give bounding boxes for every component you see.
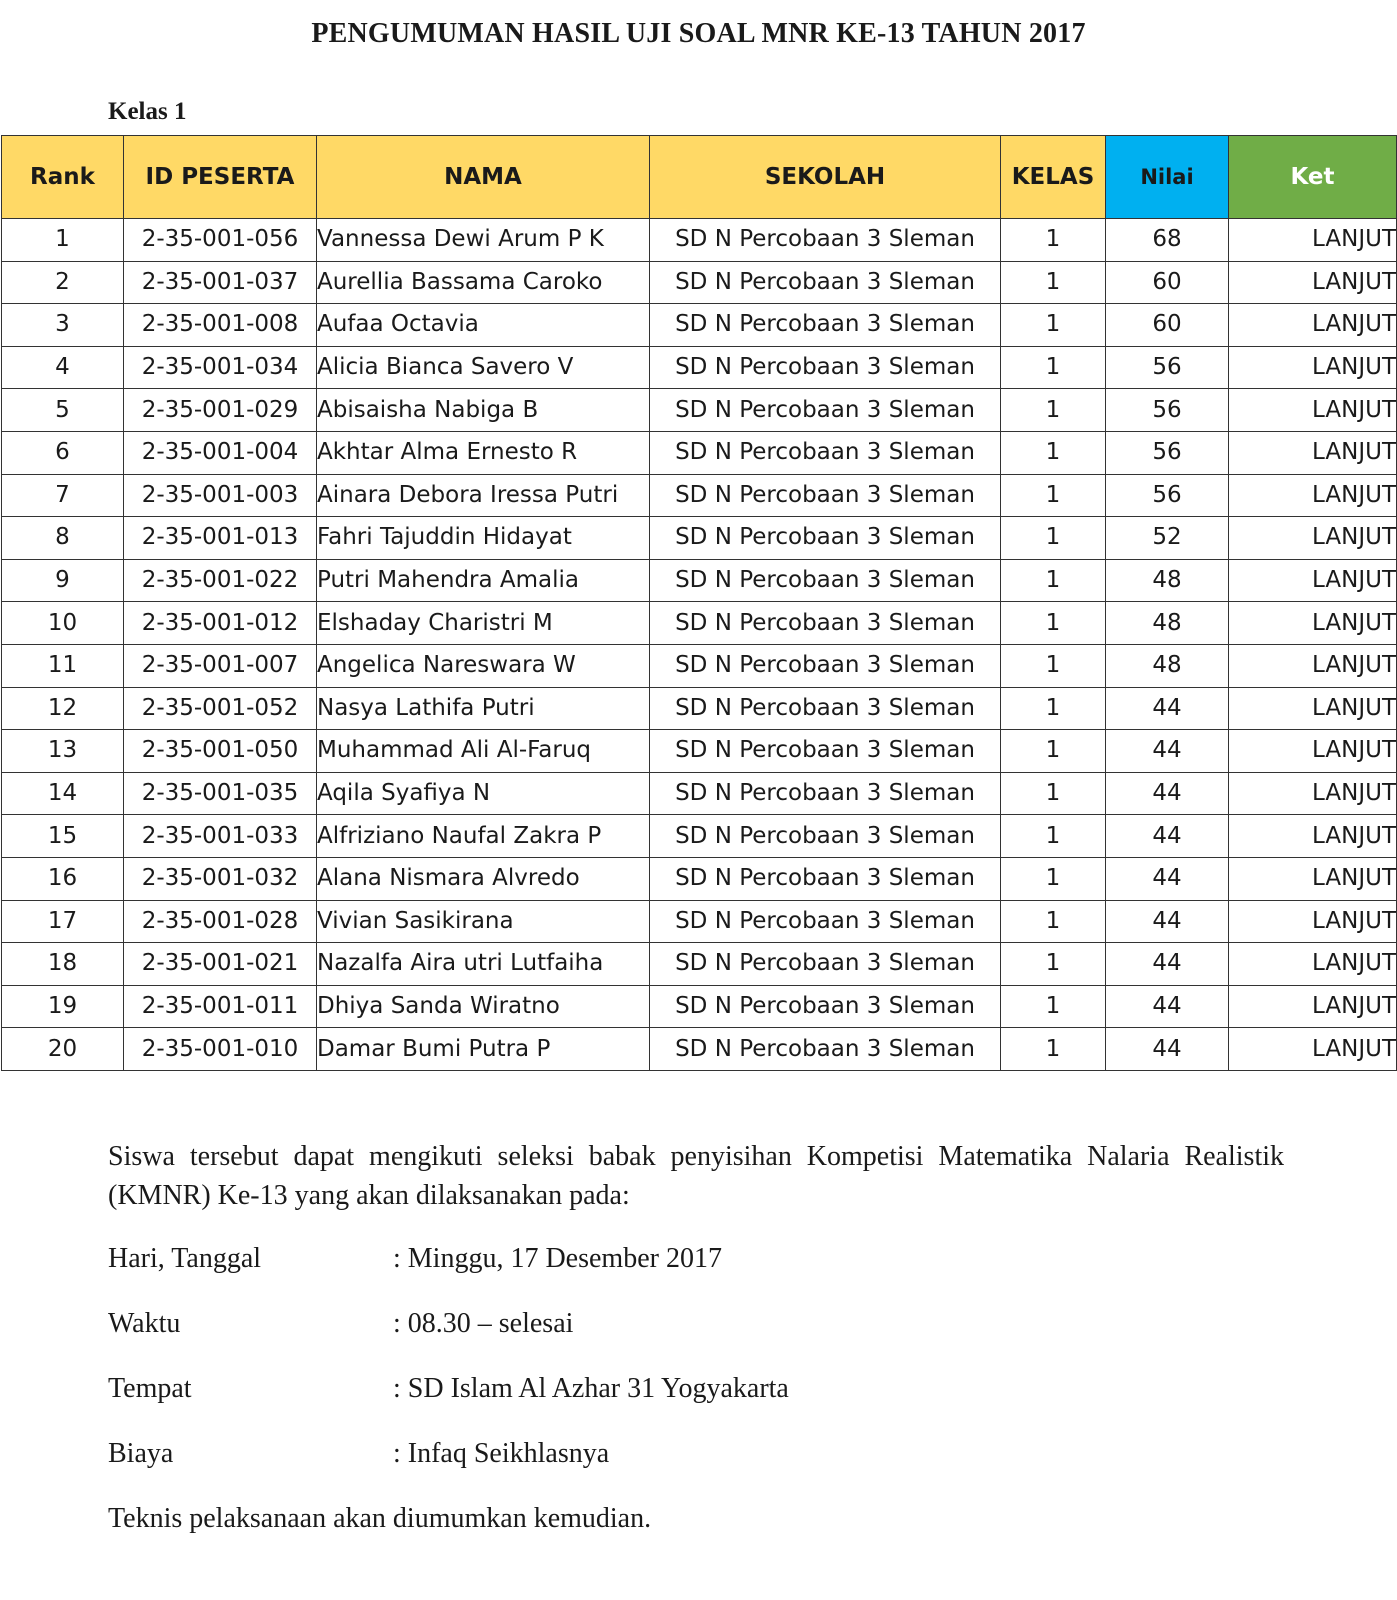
cell-id-peserta: 2-35-001-011 xyxy=(124,985,317,1028)
cell-nama: Alana Nismara Alvredo xyxy=(317,857,650,900)
cell-rank: 1 xyxy=(2,219,124,262)
cell-nama: Alfriziano Naufal Zakra P xyxy=(317,815,650,858)
cell-kelas: 1 xyxy=(1001,644,1106,687)
cell-sekolah: SD N Percobaan 3 Sleman xyxy=(650,985,1001,1028)
cell-nama: Akhtar Alma Ernesto R xyxy=(317,431,650,474)
cell-nilai: 44 xyxy=(1106,985,1229,1028)
detail-value: : Infaq Seikhlasnya xyxy=(393,1438,610,1469)
cell-id-peserta: 2-35-001-028 xyxy=(124,900,317,943)
table-row xyxy=(2,346,1397,389)
cell-nama: Abisaisha Nabiga B xyxy=(317,389,650,432)
table-row xyxy=(2,602,1397,645)
table-row xyxy=(2,730,1397,773)
cell-nilai: 48 xyxy=(1106,602,1229,645)
table-row xyxy=(2,431,1397,474)
cell-kelas: 1 xyxy=(1001,304,1106,347)
cell-kelas: 1 xyxy=(1001,431,1106,474)
detail-label: Waktu xyxy=(108,1308,181,1339)
detail-label: Hari, Tanggal xyxy=(108,1243,262,1274)
cell-nama: Angelica Nareswara W xyxy=(317,644,650,687)
cell-nama: Vannessa Dewi Arum P K xyxy=(317,219,650,262)
cell-rank: 4 xyxy=(2,346,124,389)
cell-nama: Aqila Syafiya N xyxy=(317,772,650,815)
cell-rank: 13 xyxy=(2,730,124,773)
detail-label: Biaya xyxy=(108,1438,174,1469)
table-row xyxy=(2,900,1397,943)
cell-nama: Nasya Lathifa Putri xyxy=(317,687,650,730)
cell-kelas: 1 xyxy=(1001,346,1106,389)
cell-sekolah: SD N Percobaan 3 Sleman xyxy=(650,304,1001,347)
cell-id-peserta: 2-35-001-013 xyxy=(124,517,317,560)
results-table xyxy=(1,135,1397,1071)
cell-nama: Damar Bumi Putra P xyxy=(317,1028,650,1071)
cell-nilai: 44 xyxy=(1106,943,1229,986)
cell-sekolah: SD N Percobaan 3 Sleman xyxy=(650,559,1001,602)
cell-ket: LANJUT xyxy=(1229,815,1397,858)
cell-rank: 11 xyxy=(2,644,124,687)
cell-sekolah: SD N Percobaan 3 Sleman xyxy=(650,730,1001,773)
cell-nilai: 48 xyxy=(1106,644,1229,687)
notice-paragraph: Siswa tersebut dapat mengikuti seleksi babak penyisihan Kompetisi Matematika Nalaria Realistik (KMNR) Ke-13 yang akan dilaksanakan pada: xyxy=(108,1141,1284,1211)
cell-rank: 14 xyxy=(2,772,124,815)
cell-nilai: 56 xyxy=(1106,346,1229,389)
header-sekolah: SEKOLAH xyxy=(650,136,1001,219)
cell-kelas: 1 xyxy=(1001,474,1106,517)
cell-kelas: 1 xyxy=(1001,517,1106,560)
cell-rank: 8 xyxy=(2,517,124,560)
cell-sekolah: SD N Percobaan 3 Sleman xyxy=(650,772,1001,815)
cell-sekolah: SD N Percobaan 3 Sleman xyxy=(650,219,1001,262)
cell-ket: LANJUT xyxy=(1229,943,1397,986)
cell-kelas: 1 xyxy=(1001,772,1106,815)
cell-sekolah: SD N Percobaan 3 Sleman xyxy=(650,474,1001,517)
class-label: Kelas 1 xyxy=(108,98,187,125)
cell-ket: LANJUT xyxy=(1229,389,1397,432)
cell-ket: LANJUT xyxy=(1229,730,1397,773)
cell-ket: LANJUT xyxy=(1229,219,1397,262)
cell-kelas: 1 xyxy=(1001,559,1106,602)
cell-nama: Alicia Bianca Savero V xyxy=(317,346,650,389)
cell-rank: 9 xyxy=(2,559,124,602)
table-row xyxy=(2,559,1397,602)
cell-ket: LANJUT xyxy=(1229,517,1397,560)
cell-sekolah: SD N Percobaan 3 Sleman xyxy=(650,602,1001,645)
cell-id-peserta: 2-35-001-010 xyxy=(124,1028,317,1071)
detail-value: : 08.30 – selesai xyxy=(393,1308,574,1339)
cell-rank: 16 xyxy=(2,857,124,900)
cell-ket: LANJUT xyxy=(1229,261,1397,304)
cell-sekolah: SD N Percobaan 3 Sleman xyxy=(650,1028,1001,1071)
cell-rank: 10 xyxy=(2,602,124,645)
cell-nama: Ainara Debora Iressa Putri xyxy=(317,474,650,517)
cell-kelas: 1 xyxy=(1001,602,1106,645)
cell-id-peserta: 2-35-001-012 xyxy=(124,602,317,645)
cell-id-peserta: 2-35-001-052 xyxy=(124,687,317,730)
header-id-peserta: ID PESERTA xyxy=(124,136,317,219)
table-row xyxy=(2,985,1397,1028)
table-row xyxy=(2,815,1397,858)
cell-ket: LANJUT xyxy=(1229,346,1397,389)
header-nilai: Nilai xyxy=(1106,136,1229,219)
cell-kelas: 1 xyxy=(1001,1028,1106,1071)
cell-nilai: 68 xyxy=(1106,219,1229,262)
results-body xyxy=(2,219,1397,1071)
cell-rank: 5 xyxy=(2,389,124,432)
cell-nama: Nazalfa Aira utri Lutfaiha xyxy=(317,943,650,986)
cell-nilai: 44 xyxy=(1106,900,1229,943)
cell-ket: LANJUT xyxy=(1229,431,1397,474)
table-row xyxy=(2,943,1397,986)
cell-kelas: 1 xyxy=(1001,389,1106,432)
cell-nilai: 56 xyxy=(1106,474,1229,517)
cell-nilai: 56 xyxy=(1106,389,1229,432)
cell-ket: LANJUT xyxy=(1229,857,1397,900)
cell-rank: 15 xyxy=(2,815,124,858)
cell-kelas: 1 xyxy=(1001,857,1106,900)
cell-sekolah: SD N Percobaan 3 Sleman xyxy=(650,431,1001,474)
cell-nilai: 56 xyxy=(1106,431,1229,474)
cell-sekolah: SD N Percobaan 3 Sleman xyxy=(650,644,1001,687)
cell-nilai: 44 xyxy=(1106,730,1229,773)
cell-sekolah: SD N Percobaan 3 Sleman xyxy=(650,517,1001,560)
cell-id-peserta: 2-35-001-034 xyxy=(124,346,317,389)
cell-kelas: 1 xyxy=(1001,261,1106,304)
cell-rank: 2 xyxy=(2,261,124,304)
cell-nilai: 44 xyxy=(1106,772,1229,815)
closing-note: Teknis pelaksanaan akan diumumkan kemudian. xyxy=(108,1503,652,1534)
cell-sekolah: SD N Percobaan 3 Sleman xyxy=(650,346,1001,389)
cell-nama: Aufaa Octavia xyxy=(317,304,650,347)
cell-rank: 17 xyxy=(2,900,124,943)
table-row xyxy=(2,857,1397,900)
cell-ket: LANJUT xyxy=(1229,559,1397,602)
cell-nilai: 60 xyxy=(1106,304,1229,347)
table-row xyxy=(2,517,1397,560)
cell-kelas: 1 xyxy=(1001,943,1106,986)
cell-nilai: 48 xyxy=(1106,559,1229,602)
cell-ket: LANJUT xyxy=(1229,772,1397,815)
cell-id-peserta: 2-35-001-037 xyxy=(124,261,317,304)
cell-id-peserta: 2-35-001-056 xyxy=(124,219,317,262)
cell-id-peserta: 2-35-001-007 xyxy=(124,644,317,687)
cell-nama: Aurellia Bassama Caroko xyxy=(317,261,650,304)
table-header-row xyxy=(2,136,1397,219)
cell-rank: 3 xyxy=(2,304,124,347)
cell-rank: 20 xyxy=(2,1028,124,1071)
table-row xyxy=(2,261,1397,304)
detail-label: Tempat xyxy=(108,1373,192,1404)
cell-id-peserta: 2-35-001-050 xyxy=(124,730,317,773)
cell-ket: LANJUT xyxy=(1229,304,1397,347)
cell-id-peserta: 2-35-001-003 xyxy=(124,474,317,517)
cell-sekolah: SD N Percobaan 3 Sleman xyxy=(650,261,1001,304)
table-row xyxy=(2,644,1397,687)
table-row xyxy=(2,772,1397,815)
table-row xyxy=(2,389,1397,432)
cell-sekolah: SD N Percobaan 3 Sleman xyxy=(650,900,1001,943)
cell-nilai: 44 xyxy=(1106,687,1229,730)
header-nama: NAMA xyxy=(317,136,650,219)
cell-nama: Vivian Sasikirana xyxy=(317,900,650,943)
cell-nama: Elshaday Charistri M xyxy=(317,602,650,645)
cell-nilai: 44 xyxy=(1106,857,1229,900)
table-row xyxy=(2,687,1397,730)
cell-ket: LANJUT xyxy=(1229,1028,1397,1071)
table-row xyxy=(2,219,1397,262)
header-kelas: KELAS xyxy=(1001,136,1106,219)
cell-nama: Putri Mahendra Amalia xyxy=(317,559,650,602)
cell-nama: Fahri Tajuddin Hidayat xyxy=(317,517,650,560)
cell-id-peserta: 2-35-001-022 xyxy=(124,559,317,602)
cell-kelas: 1 xyxy=(1001,900,1106,943)
cell-nilai: 44 xyxy=(1106,1028,1229,1071)
detail-value: : Minggu, 17 Desember 2017 xyxy=(393,1243,722,1274)
cell-sekolah: SD N Percobaan 3 Sleman xyxy=(650,943,1001,986)
cell-nama: Dhiya Sanda Wiratno xyxy=(317,985,650,1028)
cell-nilai: 60 xyxy=(1106,261,1229,304)
cell-id-peserta: 2-35-001-032 xyxy=(124,857,317,900)
cell-nilai: 44 xyxy=(1106,815,1229,858)
cell-rank: 19 xyxy=(2,985,124,1028)
table-row xyxy=(2,304,1397,347)
page-title: PENGUMUMAN HASIL UJI SOAL MNR KE-13 TAHUN 2017 xyxy=(311,18,1086,49)
cell-id-peserta: 2-35-001-008 xyxy=(124,304,317,347)
cell-sekolah: SD N Percobaan 3 Sleman xyxy=(650,389,1001,432)
cell-id-peserta: 2-35-001-033 xyxy=(124,815,317,858)
cell-id-peserta: 2-35-001-021 xyxy=(124,943,317,986)
cell-ket: LANJUT xyxy=(1229,900,1397,943)
cell-sekolah: SD N Percobaan 3 Sleman xyxy=(650,857,1001,900)
cell-rank: 18 xyxy=(2,943,124,986)
cell-kelas: 1 xyxy=(1001,815,1106,858)
cell-id-peserta: 2-35-001-029 xyxy=(124,389,317,432)
table-row xyxy=(2,474,1397,517)
cell-rank: 12 xyxy=(2,687,124,730)
cell-sekolah: SD N Percobaan 3 Sleman xyxy=(650,815,1001,858)
cell-ket: LANJUT xyxy=(1229,602,1397,645)
cell-nama: Muhammad Ali Al-Faruq xyxy=(317,730,650,773)
cell-kelas: 1 xyxy=(1001,730,1106,773)
cell-ket: LANJUT xyxy=(1229,474,1397,517)
cell-nilai: 52 xyxy=(1106,517,1229,560)
cell-ket: LANJUT xyxy=(1229,985,1397,1028)
cell-kelas: 1 xyxy=(1001,219,1106,262)
cell-rank: 7 xyxy=(2,474,124,517)
cell-id-peserta: 2-35-001-035 xyxy=(124,772,317,815)
table-row xyxy=(2,1028,1397,1071)
cell-rank: 6 xyxy=(2,431,124,474)
cell-ket: LANJUT xyxy=(1229,644,1397,687)
cell-id-peserta: 2-35-001-004 xyxy=(124,431,317,474)
header-rank: Rank xyxy=(2,136,124,219)
cell-sekolah: SD N Percobaan 3 Sleman xyxy=(650,687,1001,730)
detail-value: : SD Islam Al Azhar 31 Yogyakarta xyxy=(393,1373,789,1404)
cell-kelas: 1 xyxy=(1001,687,1106,730)
cell-kelas: 1 xyxy=(1001,985,1106,1028)
header-ket: Ket xyxy=(1229,136,1397,219)
cell-ket: LANJUT xyxy=(1229,687,1397,730)
